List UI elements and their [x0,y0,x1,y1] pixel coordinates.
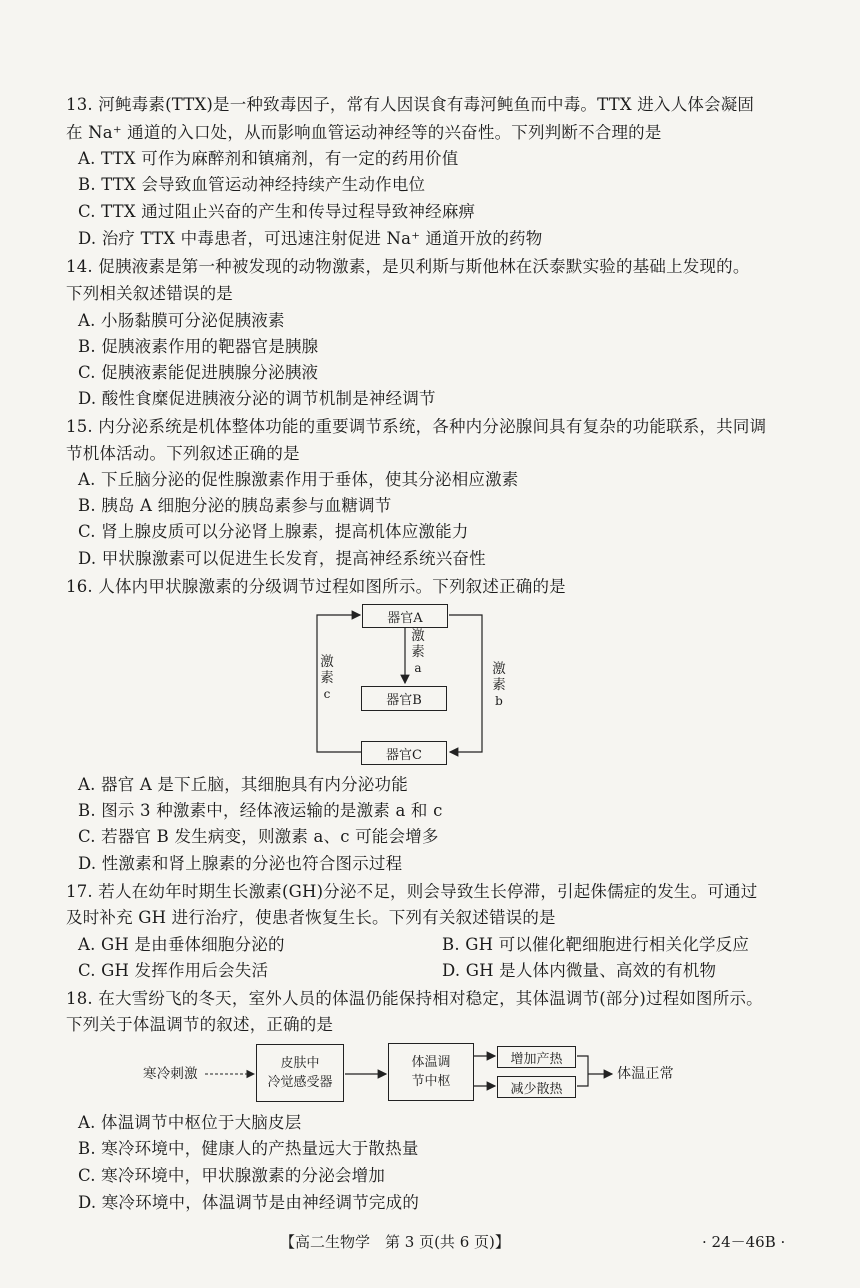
q16-stem: 16. 人体内甲状腺激素的分级调节过程如图所示。下列叙述正确的是 [66,577,566,596]
hormone-c-char1: 激 [320,654,334,670]
q18-option-c: C. 寒冷环境中，甲状腺激素的分泌会增加 [78,1166,386,1185]
q16-option-c: C. 若器官 B 发生病变，则激素 a、c 可能会增多 [78,827,439,846]
q13-stem-line1: 13. 河鲀毒素(TTX)是一种致毒因子，常有人因误食有毒河鲀鱼而中毒。TTX 进入人体会凝固 [66,95,755,114]
bracket-outputs [577,1056,588,1086]
organ-c-box: 器官C [361,741,447,765]
page-footer-code: · 24－46B · [702,1233,786,1251]
q15-option-d: D. 甲状腺激素可以促进生长发育，提高神经系统兴奋性 [78,549,486,568]
q17-stem-line2: 及时补充 GH 进行治疗，使患者恢复生长。下列有关叙述错误的是 [66,908,556,927]
hormone-b-char2: 素 [492,677,506,693]
q18-stem-line1: 18. 在大雪纷飞的冬天，室外人员的体温仍能保持相对稳定，其体温调节(部分)过程如图所示。 [66,989,763,1008]
q14-stem-line1: 14. 促胰液素是第一种被发现的动物激素，是贝利斯与斯他林在沃泰默实验的基础上发现的。 [66,257,750,276]
cold-stimulus-label: 寒冷刺激 [143,1066,198,1082]
q18-option-b: B. 寒冷环境中，健康人的产热量远大于散热量 [78,1139,419,1158]
q15-stem-line2: 节机体活动。下列叙述正确的是 [66,444,300,463]
thermo-center-line1: 体温调 [411,1055,451,1070]
q15-stem-line1: 15. 内分泌系统是机体整体功能的重要调节系统，各种内分泌腺间具有复杂的功能联系，共同调 [66,417,767,436]
q17-option-b: B. GH 可以催化靶细胞进行相关化学反应 [442,935,750,954]
q16-option-d: D. 性激素和肾上腺素的分泌也符合图示过程 [78,854,403,873]
q15-option-a: A. 下丘脑分泌的促性腺激素作用于垂体，使其分泌相应激素 [78,470,519,489]
hormone-c-char3: c [323,687,331,701]
q13-option-c: C. TTX 通过阻止兴奋的产生和传导过程导致神经麻痹 [78,202,476,221]
page-footer-title: 【高二生物学 第 3 页(共 6 页)】 [280,1233,510,1251]
increase-heat-box: 增加产热 [497,1046,576,1068]
normal-temp-label: 体温正常 [617,1066,674,1082]
hormone-c-char2: 素 [320,670,334,686]
organ-b-box: 器官B [361,686,447,711]
skin-receptor-box [256,1044,344,1102]
q17-stem-line1: 17. 若人在幼年时期生长激素(GH)分泌不足，则会导致生长停滞，引起侏儒症的发生。可通过 [66,882,758,901]
q13-option-d: D. 治疗 TTX 中毒患者，可迅速注射促进 Na⁺ 通道开放的药物 [78,229,543,248]
q14-option-b: B. 促胰液素作用的靶器官是胰腺 [78,337,319,356]
q14-option-c: C. 促胰液素能促进胰腺分泌胰液 [78,363,319,382]
q14-option-d: D. 酸性食糜促进胰液分泌的调节机制是神经调节 [78,389,436,408]
q18-option-a: A. 体温调节中枢位于大脑皮层 [78,1113,302,1132]
q17-option-d: D. GH 是人体内微量、高效的有机物 [442,961,717,980]
thermo-center-box [388,1043,474,1101]
hormone-a-char2: 素 [411,644,425,660]
q17-option-c: C. GH 发挥作用后会失活 [78,961,269,980]
skin-receptor-line2: 冷觉感受器 [267,1075,333,1090]
q13-option-a: A. TTX 可作为麻醉剂和镇痛剂，有一定的药用价值 [78,149,459,168]
q13-stem-line2: 在 Na⁺ 通道的入口处，从而影响血管运动神经等的兴奋性。下列判断不合理的是 [66,123,662,142]
q17-option-a: A. GH 是由垂体细胞分泌的 [78,935,285,954]
q13-option-b: B. TTX 会导致血管运动神经持续产生动作电位 [78,175,426,194]
q18-stem-line2: 下列关于体温调节的叙述，正确的是 [66,1015,334,1034]
q15-option-b: B. 胰岛 A 细胞分泌的胰岛素参与血糖调节 [78,496,392,515]
hormone-a-char3: a [414,661,422,675]
thermo-center-line2: 节中枢 [411,1074,451,1089]
hormone-b-char1: 激 [492,661,506,677]
q15-option-c: C. 肾上腺皮质可以分泌肾上腺素，提高机体应激能力 [78,522,469,541]
q14-stem-line2: 下列相关叙述错误的是 [66,284,233,303]
hormone-b-char3: b [495,694,503,708]
q18-option-d: D. 寒冷环境中，体温调节是由神经调节完成的 [78,1193,420,1212]
q14-option-a: A. 小肠黏膜可分泌促胰液素 [78,311,285,330]
skin-receptor-line1: 皮肤中 [280,1056,320,1071]
q16-option-a: A. 器官 A 是下丘脑，其细胞具有内分泌功能 [78,775,408,794]
q16-option-b: B. 图示 3 种激素中，经体液运输的是激素 a 和 c [78,801,443,820]
hormone-a-char1: 激 [411,628,425,644]
reduce-loss-box: 减少散热 [497,1076,576,1098]
organ-a-box: 器官A [362,604,448,628]
